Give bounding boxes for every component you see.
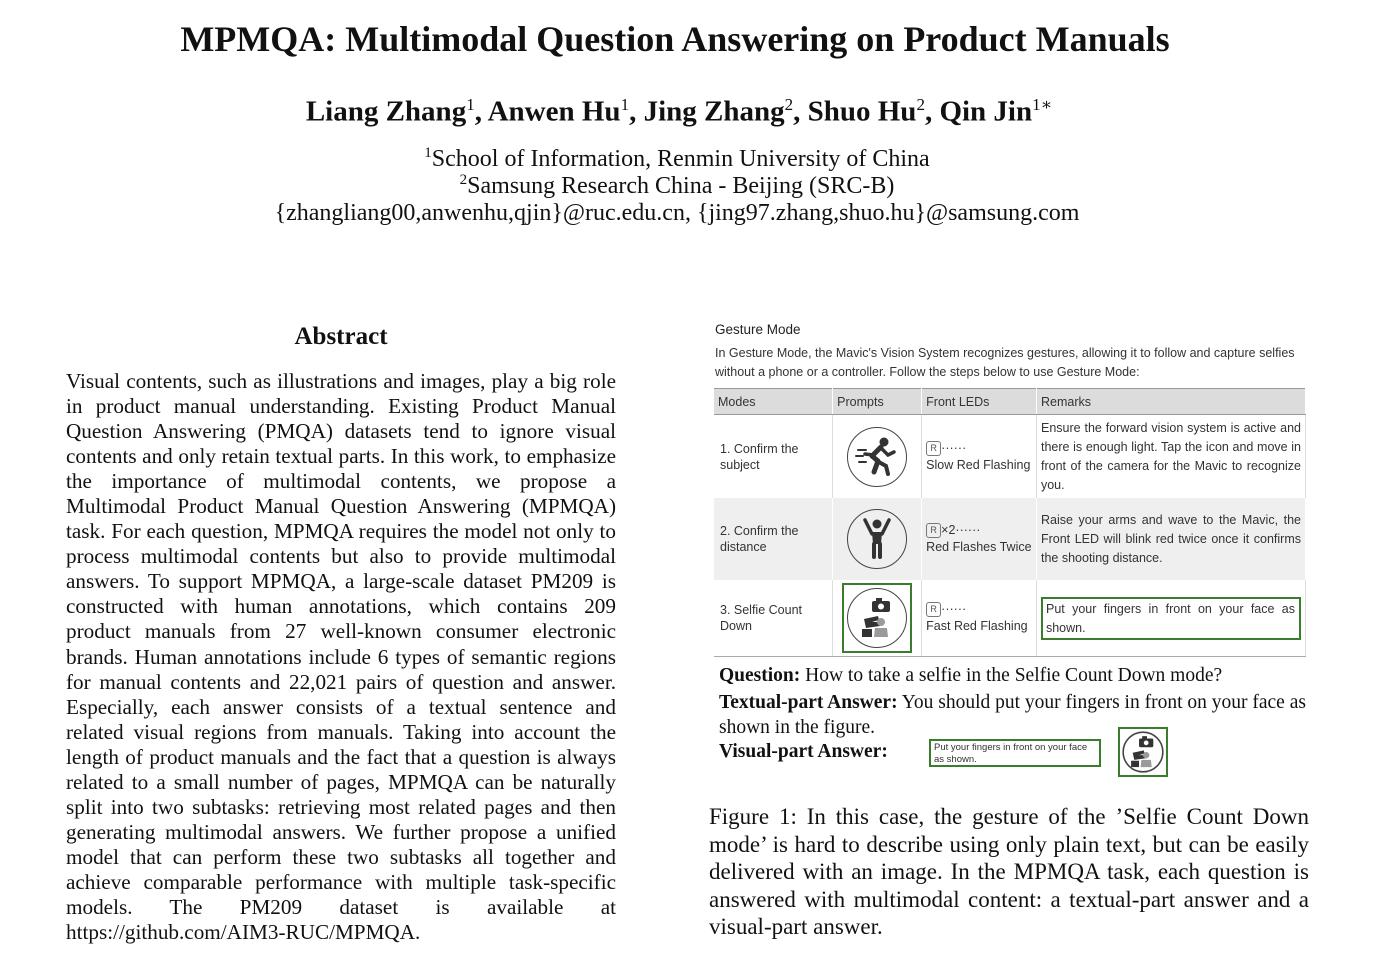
visual-answer-text-region: Put your fingers in front on your face as shown. <box>929 739 1101 767</box>
textual-answer-text: You should put your fingers in front on your face as shown in the figure. <box>719 692 1306 738</box>
abstract-body: Visual contents, such as illustrations and images, play a big role in product manual understanding. Existing Product Manual Question Answering (PMQA) datasets tend to ignore visual contents and only retain textual parts. In this work, to emphasize the importance of multimodal contents, we propose a Multimodal Product Manual Question Answering (MPMQA) task. For each question, MPMQA requires the model not only to process multimodal contents but also to provide multimodal answers. To support MPMQA, a large-scale dataset PM209 is constructed with human annotations, which contains 209 product manuals from 27 well-known consumer electronic brands. Human annotations include 6 types of semantic regions for manual contents and 22,021 pairs of question and answer. Especially, each answer consists of a textual sentence and related visual regions from manuals. Taking into account the length of product manuals and the fact that a question is always related to a small number of pages, MPMQA can be naturally split into two subtasks: retrieving most related pages and then generating multimodal answers. We further propose a unified model that can perform these two subtasks all together and achieve comparable performance with multiple task-specific models. The PM209 dataset is available at https://github.com/AIM3-RUC/MPMQA. <box>66 369 616 945</box>
led-cell <box>922 415 1037 499</box>
abstract-heading: Abstract <box>294 323 388 350</box>
table-row <box>714 498 1306 580</box>
visual-answer-image-region <box>1118 727 1168 777</box>
running-person-icon <box>847 427 907 487</box>
author-separator: , <box>629 95 644 128</box>
selfie-gesture-icon <box>847 588 907 648</box>
author-name: Shuo Hu <box>807 95 917 128</box>
highlight-box <box>842 583 912 653</box>
arms-raised-person-icon <box>847 509 907 569</box>
led-pattern: ······ <box>941 602 967 616</box>
prompt-cell <box>833 415 922 499</box>
author-affil-mark: 1 <box>620 95 630 114</box>
author-separator: , <box>474 95 488 128</box>
figure-caption: Figure 1: In this case, the gesture of the ’Selfie Count Down mode’ is hard to describe using only plain text, but can be easily delivered with an image. In the MPMQA task, each question is answered with multimodal content: a textual-part answer and a visual-part answer. <box>709 804 1309 940</box>
selfie-gesture-icon <box>1120 729 1166 775</box>
affiliation-2 <box>0 172 1354 200</box>
author-affil-mark: 2 <box>784 95 794 114</box>
led-text: Fast Red Flashing <box>926 619 1028 633</box>
column-header: Modes <box>714 389 833 415</box>
author-separator: , <box>924 95 940 128</box>
author-affil-mark: 1∗ <box>1032 95 1053 114</box>
led-pattern: ×2······ <box>941 523 981 537</box>
mode-cell: 2. Confirm the distance <box>714 498 833 580</box>
prompt-cell <box>833 498 922 580</box>
column-header: Remarks <box>1036 389 1305 415</box>
led-red-symbol: R <box>926 441 941 456</box>
visual-answer-line <box>719 741 888 763</box>
prompt-cell <box>833 580 922 657</box>
led-cell <box>922 580 1037 657</box>
highlighted-remark: Put your fingers in front on your face as shown. <box>1041 597 1301 640</box>
column-header: Prompts <box>833 389 922 415</box>
affil-mark: 2 <box>459 172 468 188</box>
paper-title: MPMQA: Multimodal Question Answering on Product Manuals <box>180 19 1170 59</box>
affil-text: School of Information, Renmin University of China <box>431 146 930 172</box>
led-text: Red Flashes Twice <box>926 540 1032 554</box>
gesture-mode-table <box>714 388 1306 657</box>
author-name: Liang Zhang <box>305 95 467 128</box>
remark-cell: Ensure the forward vision system is active and there is enough light. Tap the icon and move in front of the camera for the Mavic to recognize you. <box>1036 415 1305 499</box>
manual-section-description: In Gesture Mode, the Mavic's Vision System recognizes gestures, allowing it to follow and capture selfies without a phone or a controller. Follow the steps below to use Gesture Mode: <box>715 346 1295 379</box>
led-text: Slow Red Flashing <box>926 457 1031 472</box>
table-header-row <box>714 389 1306 415</box>
visual-answer-label: Visual-part Answer: <box>719 741 888 762</box>
textual-answer-label: Textual-part Answer: <box>719 692 898 713</box>
author-name: Qin Jin <box>939 95 1033 128</box>
led-cell <box>922 498 1037 580</box>
author-separator: , <box>793 95 808 128</box>
affiliation-1 <box>0 145 1354 173</box>
author-emails: {zhangliang00,anwenhu,qjin}@ruc.edu.cn, {jing97.zhang,shuo.hu}@samsung.com <box>274 200 1080 226</box>
remark-cell <box>1036 580 1305 657</box>
question-text: How to take a selfie in the Selfie Count Down mode? <box>805 665 1223 686</box>
author-affil-mark: 2 <box>916 95 925 114</box>
affil-mark: 1 <box>424 145 432 161</box>
led-red-symbol: R <box>926 602 941 617</box>
author-name: Anwen Hu <box>487 95 621 128</box>
mode-cell: 1. Confirm the subject <box>714 415 833 499</box>
question-label: Question: <box>719 665 801 686</box>
question-line <box>719 665 1309 687</box>
column-header: Front LEDs <box>922 389 1037 415</box>
table-row <box>714 580 1306 657</box>
author-affil-mark: 1 <box>466 95 475 114</box>
mode-cell: 3. Selfie Count Down <box>714 580 833 657</box>
remark-cell: Raise your arms and wave to the Mavic, the Front LED will blink red twice once it confirms the shooting distance. <box>1036 498 1305 580</box>
led-red-symbol: R <box>926 523 941 538</box>
author-list <box>0 95 1358 129</box>
author-name: Jing Zhang <box>643 95 785 128</box>
manual-section-title: Gesture Mode <box>715 322 801 337</box>
table-row <box>714 415 1306 499</box>
textual-answer-line <box>719 690 1309 740</box>
affil-text: Samsung Research China - Beijing (SRC-B) <box>467 173 895 199</box>
led-pattern: ······ <box>941 440 967 455</box>
